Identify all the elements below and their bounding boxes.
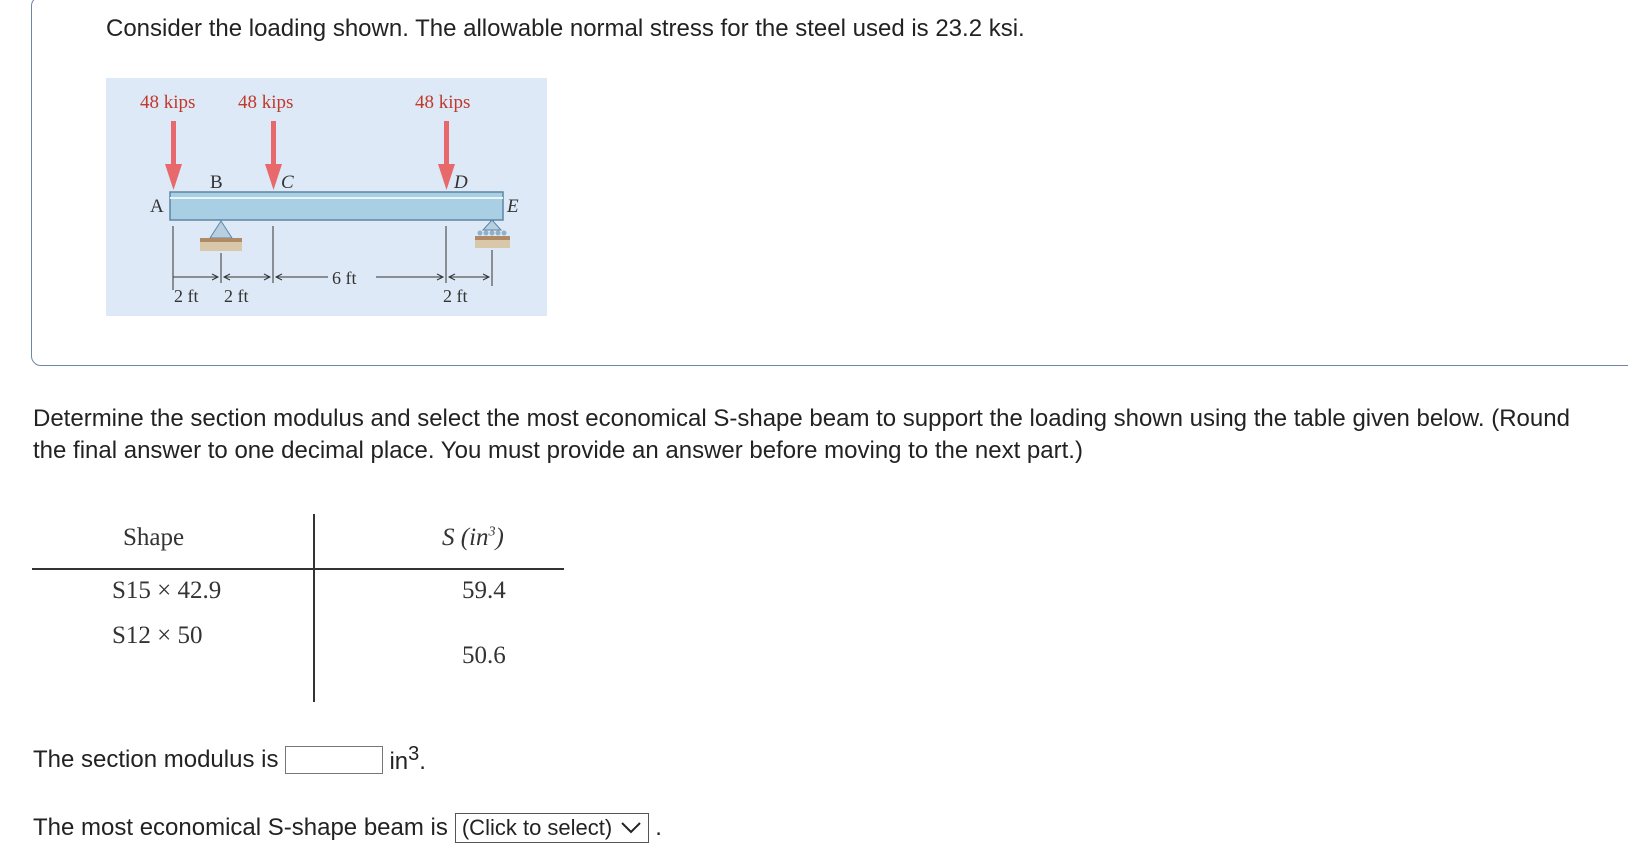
point-label-d: D xyxy=(454,172,468,193)
beam-loading-figure xyxy=(106,78,547,316)
table-header-s-close: ) xyxy=(495,524,504,551)
beam-selection-period: . xyxy=(655,814,662,841)
beam-select-value: (Click to select) xyxy=(461,815,613,840)
beam-select-dropdown[interactable] xyxy=(455,813,649,843)
unit-exponent: 3 xyxy=(408,743,420,765)
table-divider-horizontal xyxy=(32,568,564,570)
beam-selection-line xyxy=(33,813,662,843)
load-label-d: 48 kips xyxy=(415,92,471,113)
intro-statement: Consider the loading shown. The allowable normal stress for the steel used is 23.2 ksi. xyxy=(106,15,1025,42)
table-row-1-s: 59.4 xyxy=(462,577,506,604)
beam-selection-label: The most economical S-shape beam is xyxy=(33,814,448,841)
table-row-2-s: 50.6 xyxy=(462,642,506,669)
table-divider-vertical xyxy=(313,514,315,702)
point-label-c: C xyxy=(281,172,294,193)
load-label-a: 48 kips xyxy=(140,92,196,113)
table-header-s xyxy=(442,524,504,552)
point-label-b: B xyxy=(210,172,223,193)
section-modulus-unit xyxy=(389,743,425,776)
chevron-down-icon xyxy=(620,821,642,835)
dim-label-cd: 6 ft xyxy=(332,268,357,288)
table-row-1-shape: S15 × 42.9 xyxy=(112,577,222,604)
point-label-a: A xyxy=(150,196,164,217)
beam xyxy=(170,192,503,220)
shape-table xyxy=(32,512,564,702)
section-modulus-line xyxy=(33,743,426,776)
point-label-e: E xyxy=(507,196,519,217)
section-modulus-label: The section modulus is xyxy=(33,745,279,773)
load-label-c: 48 kips xyxy=(238,92,294,113)
unit-period: . xyxy=(419,748,426,775)
dim-label-bc: 2 ft xyxy=(224,286,249,306)
dim-label-ab: 2 ft xyxy=(174,286,199,306)
dim-label-de: 2 ft xyxy=(443,286,468,306)
table-header-shape: Shape xyxy=(123,524,185,551)
question-text: Determine the section modulus and select the most economical S-shape beam to support the loading shown using the table given below. (Round the final answer to one decimal place. You must provide an answer before moving to the next part.) xyxy=(33,405,1570,464)
unit-base: in xyxy=(389,748,409,775)
table-row-2-shape: S12 × 50 xyxy=(112,622,203,649)
table-header-s-exponent: 3 xyxy=(488,524,496,540)
section-modulus-input[interactable] xyxy=(285,746,383,774)
table-header-s-label: S (in xyxy=(442,524,489,551)
